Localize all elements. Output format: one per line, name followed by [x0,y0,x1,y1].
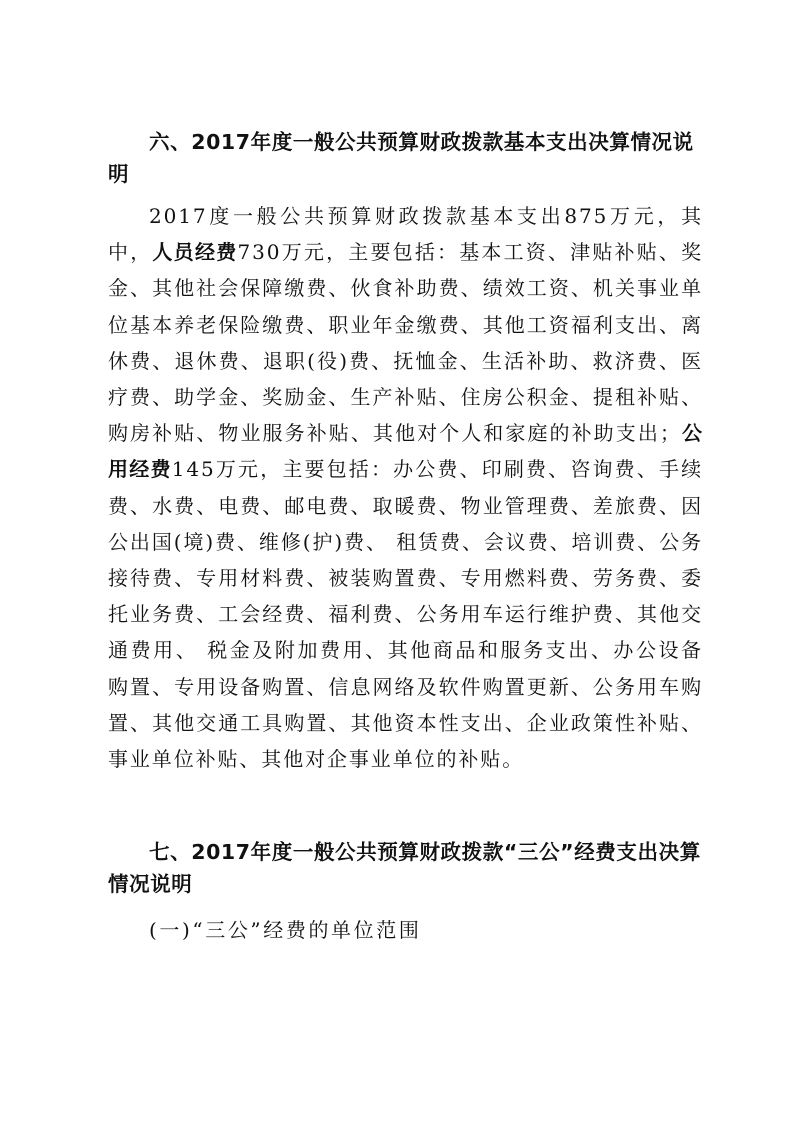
section-7-heading: 七、2017年度一般公共预算财政拨款“三公”经费支出决算情况说明 [108,840,701,896]
section-7-subheading: (一)“三公”经费的单位范围 [149,918,422,942]
personnel-expenses-text: 730万元，主要包括：基本工资、津贴补贴、奖金、其他社会保障缴费、伙食补助费、绩效工资、机关事业单位基本养老保险缴费、职业年金缴费、其他工资福利支出、离休费、退休费、退职(役)费、抚恤金、生活补助、救济费、医疗费、助学金、奖励金、生产补贴、住房公积金、提租补贴、购房补贴、物业服务补贴、其他对个人和家庭的补助支出； [108,240,703,446]
public-expenses-label: 公用经费 [108,421,704,482]
section-6-paragraph [108,198,703,777]
personnel-expenses-label: 人员经费 [152,240,238,265]
public-expenses-text: 145万元，主要包括：办公费、印刷费、咨询费、手续费、水费、电费、邮电费、取暖费、物业管理费、差旅费、因公出国(境)费、维修(护)费、 租赁费、会议费、培训费、公务接待费、专用材料费、被装购置费、专用燃料费、劳务费、委托业务费、工会经费、福利费、公务用车运行维护费、其他交通费用、 税金及附加费用、其他商品和服务支出、办公设备购置、专用设备购置、信息网络及软件购置更新、公务用车购置、其他交通工具购置、其他资本性支出、企业政策性补贴、事业单位补贴、其他对企事业单位的补贴。 [108,457,703,772]
section-6-heading: 六、2017年度一般公共预算财政拨款基本支出决算情况说明 [108,130,694,186]
basic-expenditure-intro: 2017度一般公共预算财政拨款基本支出875万元，其中， [108,204,703,265]
